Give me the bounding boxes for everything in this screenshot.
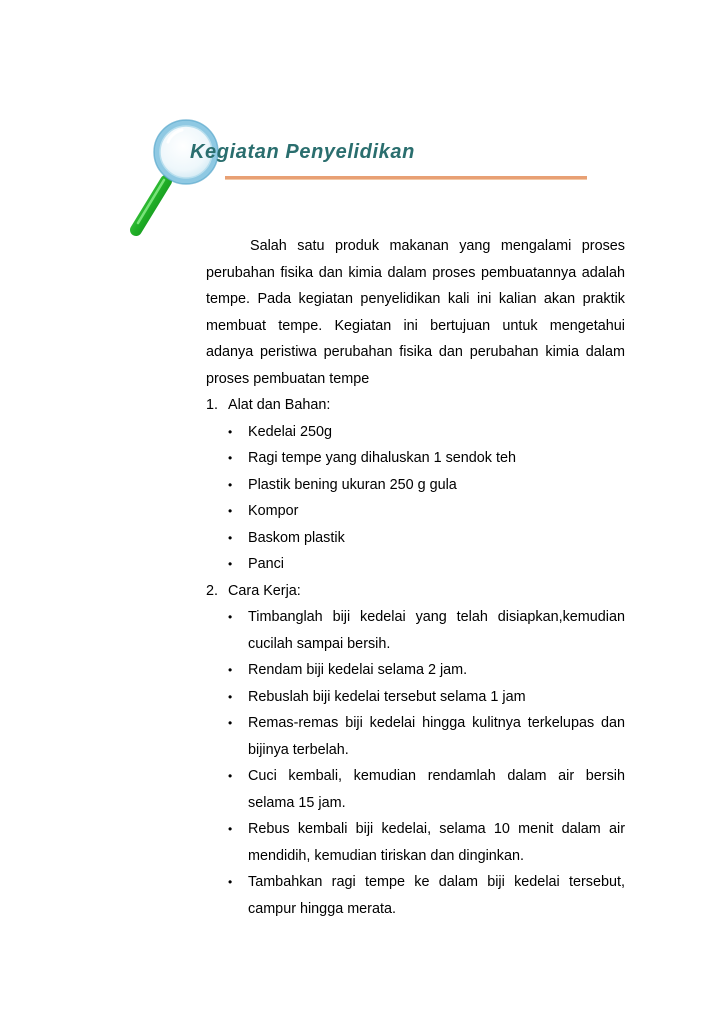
list-item-text: Cuci kembali, kemudian rendamlah dalam air bersih selama 15 jam.: [248, 768, 625, 811]
section-1: [206, 392, 625, 578]
intro-text: Salah satu produk makanan yang mengalami proses perubahan fisika dan kimia dalam proses pembuatannya adalah tempe. Pada kegiatan penyelidikan kali ini kalian akan praktik membuat tempe. Kegiatan ini bertujuan untuk mengetahui adanya peristiwa perubahan fisika dan perubahan kimia dalam proses pembuatan tempe: [206, 238, 625, 387]
section-heading: [206, 392, 625, 419]
bullet-icon: •: [228, 557, 233, 571]
list-item-text: Rendam biji kedelai selama 2 jam.: [248, 662, 468, 678]
list-item: [206, 419, 625, 446]
list-item: [206, 525, 625, 552]
document-body: [206, 233, 625, 922]
bullet-icon: •: [228, 663, 233, 677]
bullet-icon: •: [228, 477, 233, 492]
bullet-list: [206, 604, 625, 922]
list-item-text: Kompor: [248, 503, 299, 519]
list-item: [206, 551, 625, 578]
list-item: [206, 816, 625, 869]
list-item: [206, 472, 625, 499]
intro-paragraph: [206, 233, 625, 392]
bullet-icon: •: [228, 610, 233, 624]
magnifier-icon: [118, 118, 228, 243]
list-item-text: Rebuslah biji kedelai tersebut selama 1 jam: [248, 688, 526, 705]
list-item: [206, 869, 625, 922]
list-item-text: Plastik bening ukuran 250 g gula: [248, 476, 457, 493]
bullet-icon: •: [228, 875, 233, 889]
list-item: [206, 445, 625, 472]
list-item-text: Kedelai 250g: [248, 423, 333, 440]
sections: [206, 392, 625, 922]
list-item-text: Rebus kembali biji kedelai, selama 10 menit dalam air mendidih, kemudian tiriskan dan dinginkan.: [248, 821, 625, 864]
bullet-list: [206, 419, 625, 578]
bullet-icon: •: [228, 424, 233, 439]
list-item: [206, 684, 625, 711]
bullet-icon: •: [228, 451, 233, 465]
list-item-text: Ragi tempe yang dihaluskan 1 sendok teh: [248, 450, 517, 466]
list-item-text: Panci: [248, 556, 284, 572]
list-item-text: Tambahkan ragi tempe ke dalam biji kedelai tersebut, campur hingga merata.: [248, 874, 625, 917]
list-item: [206, 710, 625, 763]
list-item: [206, 657, 625, 684]
list-item-text: Timbanglah biji kedelai yang telah disiapkan,kemudian cucilah sampai bersih.: [248, 609, 625, 652]
page-title: Kegiatan Penyelidikan: [190, 141, 415, 163]
list-item: [206, 498, 625, 525]
list-item-text: Baskom plastik: [248, 529, 345, 546]
section-heading-text: Cara Kerja:: [228, 582, 301, 599]
section-2: [206, 578, 625, 923]
section-number: 1.: [206, 397, 219, 413]
bullet-icon: •: [228, 689, 233, 704]
bullet-icon: •: [228, 530, 233, 545]
section-heading-text: Alat dan Bahan:: [228, 397, 331, 413]
bullet-icon: •: [228, 769, 233, 783]
bullet-icon: •: [228, 822, 233, 836]
list-item-text: Remas-remas biji kedelai hingga kulitnya terkelupas dan bijinya terbelah.: [248, 715, 625, 758]
section-heading: [206, 578, 625, 605]
section-number: 2.: [206, 582, 219, 599]
bullet-icon: •: [228, 504, 233, 518]
list-item: [206, 763, 625, 816]
bullet-icon: •: [228, 716, 233, 730]
title-underline: [225, 176, 587, 180]
list-item: [206, 604, 625, 657]
